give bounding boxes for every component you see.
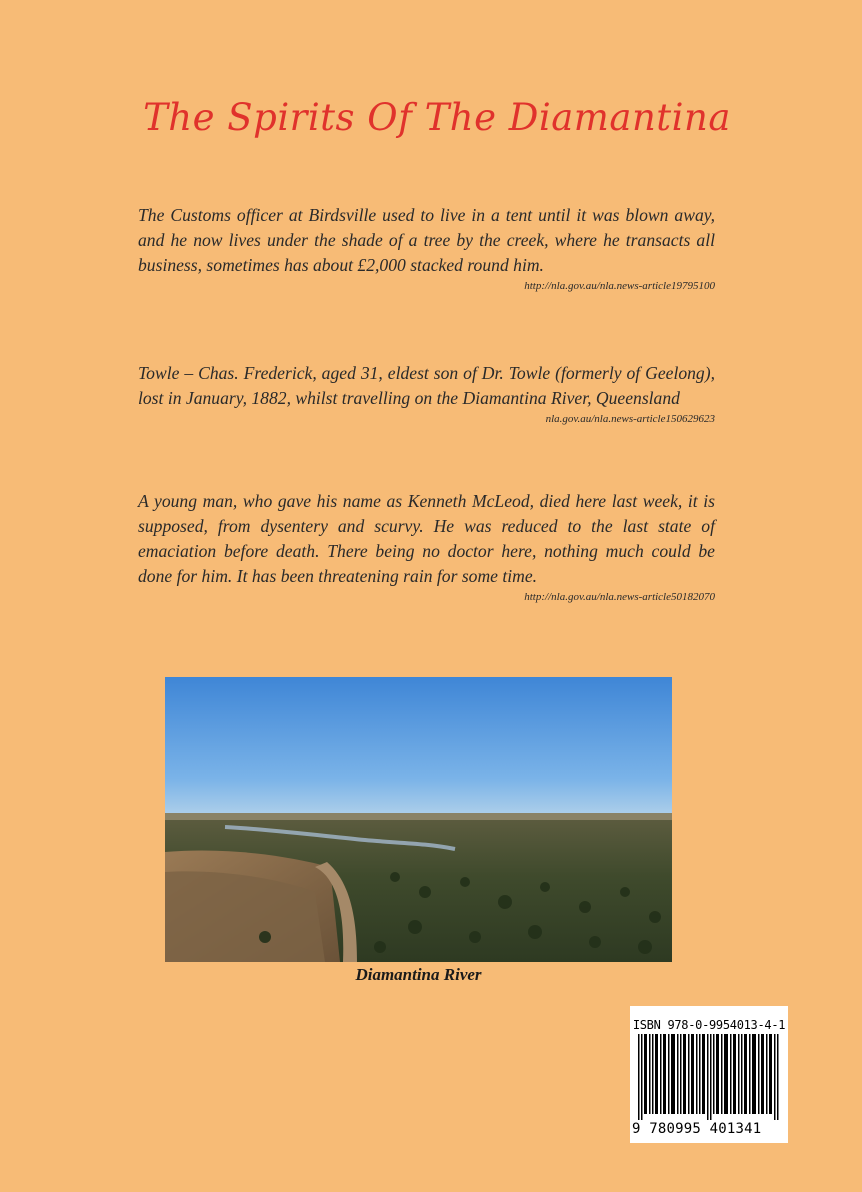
barcode-bars <box>638 1034 780 1120</box>
quote-mcleod: A young man, who gave his name as Kenneth McLeod, died here last week, it is supposed, from dysentery and scurvy. He was reduced to the last state of emaciation before death. There being no doctor here, nothing much could be done for him. It has been threatening rain for some time. <box>138 491 715 586</box>
quote-source-3: http://nla.gov.au/nla.news-article50182070 <box>524 591 715 603</box>
quote-towle: Towle – Chas. Frederick, aged 31, eldest son of Dr. Towle (formerly of Geelong), lost in January, 1882, whilst travelling on the Diamantina River, Queensland <box>138 363 715 408</box>
isbn-barcode <box>630 1006 788 1143</box>
isbn-digits: 9 780995 401341 <box>632 1121 762 1137</box>
isbn-label: ISBN 978-0-9954013-4-1 <box>632 1018 786 1032</box>
page-title: The Spirits Of The Diamantina <box>143 96 731 139</box>
photo-caption: Diamantina River <box>355 965 482 984</box>
quote-customs-officer: The Customs officer at Birdsville used to live in a tent until it was blown away, and he now lives under the shade of a tree by the creek, where he transacts all business, sometimes has about £2,000 stacked round him. <box>138 205 715 275</box>
quote-source-1: http://nla.gov.au/nla.news-article19795100 <box>524 280 715 292</box>
quote-source-2: nla.gov.au/nla.news-article150629623 <box>545 413 715 425</box>
river-photo <box>165 677 672 962</box>
